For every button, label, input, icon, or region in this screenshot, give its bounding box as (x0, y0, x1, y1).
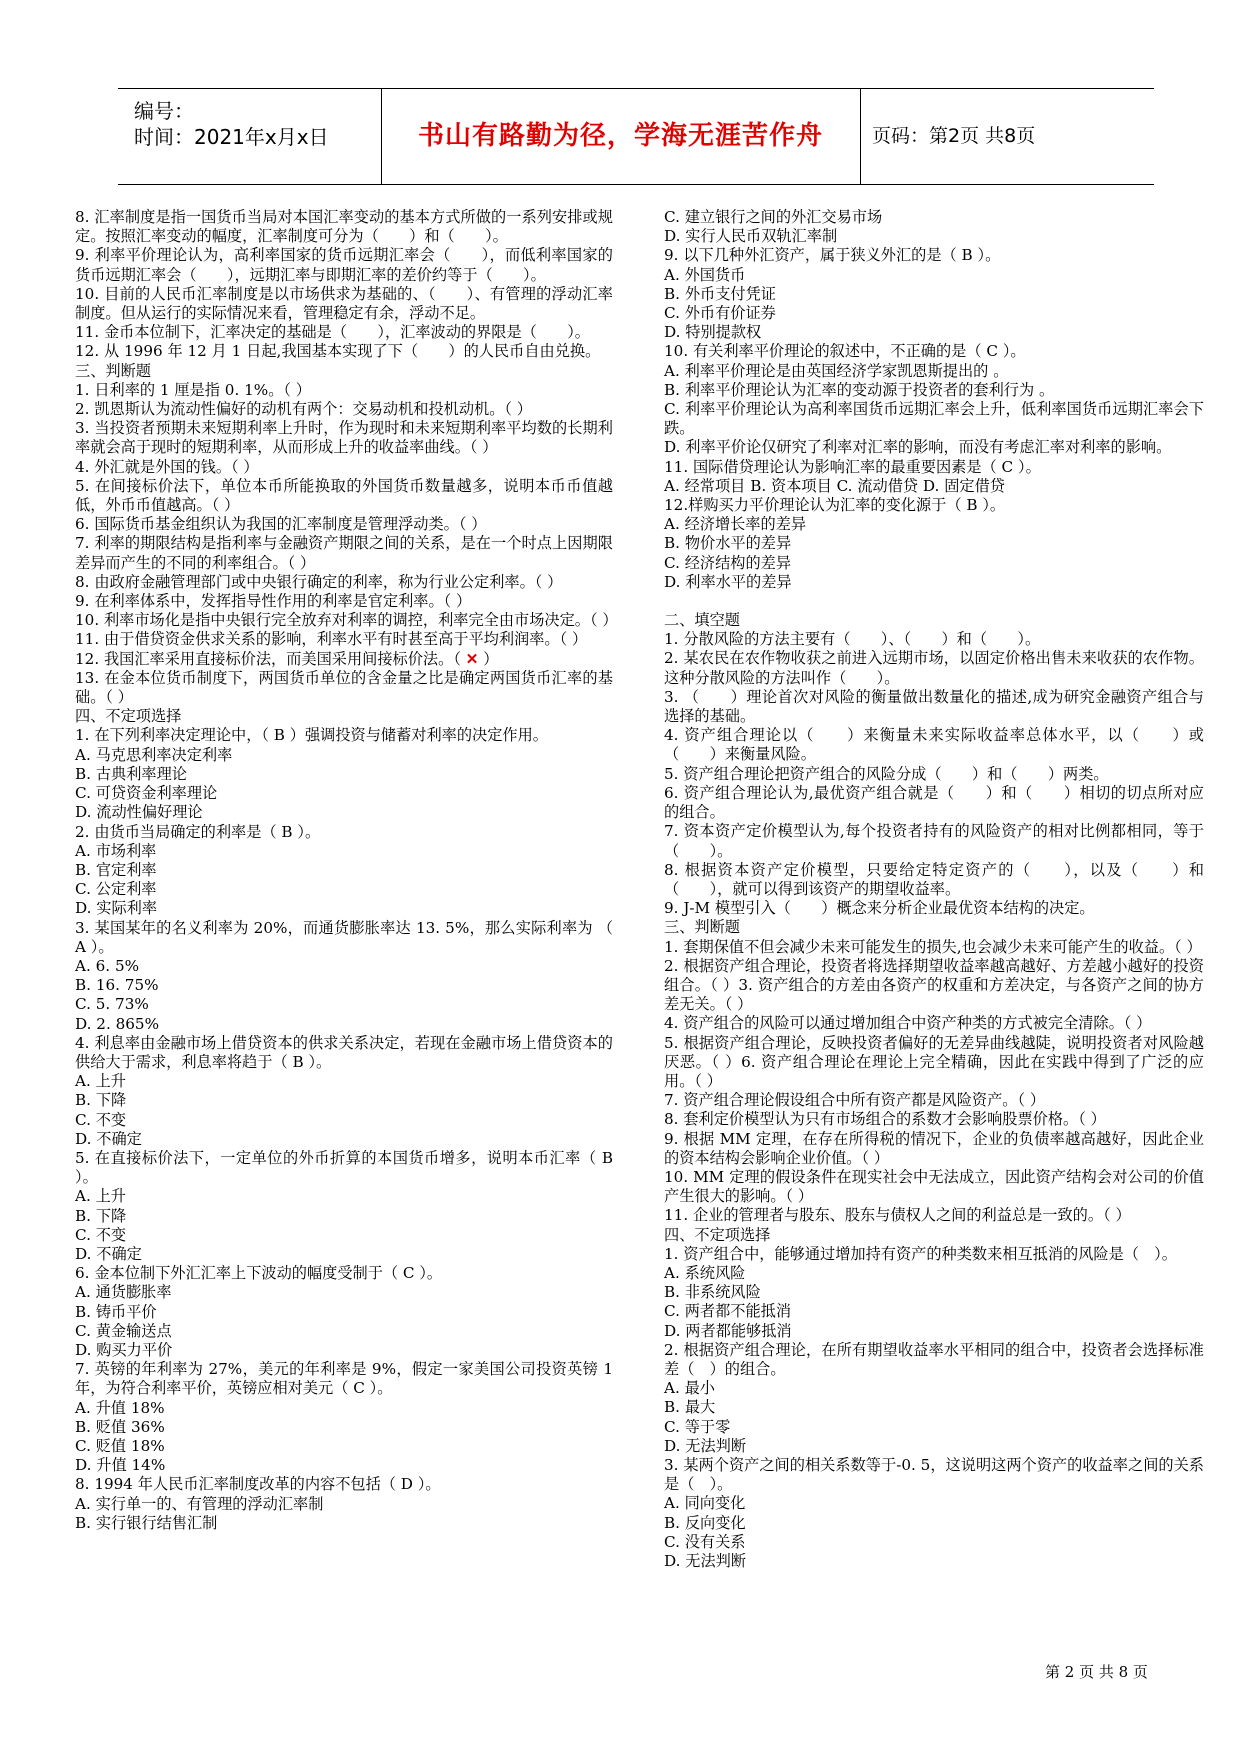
paragraph: C. 没有关系 (664, 1532, 746, 1551)
paragraph: 四、不定项选择 (664, 1225, 771, 1244)
paragraph: D. 不确定 (75, 1129, 142, 1148)
paragraph: A. 系统风险 (664, 1263, 746, 1282)
paragraph: B. 16. 75% (75, 976, 159, 995)
paragraph: A. 市场利率 (75, 841, 157, 860)
paragraph: 4. 资产组合理论以（ ）来衡量未来实际收益率总体水平，以（ ）或（ ）来衡量风险。 (664, 726, 1204, 764)
paragraph: 7. 资产组合理论假设组合中所有资产都是风险资产。（ ） (664, 1091, 1046, 1110)
paragraph: D. 利率水平的差异 (664, 572, 792, 591)
paragraph: D. 无法判断 (664, 1436, 747, 1455)
paragraph: 5. 根据资产组合理论，反映投资者偏好的无差异曲线越陡，说明投资者对风险越厌恶。（ ）6. 资产组合理论在理论上完全精确，因此在实践中得到了广泛的应用。（ ） (664, 1033, 1204, 1090)
paragraph: 10. 有关利率平价理论的叙述中，不正确的是（ C ）。 (664, 342, 1026, 361)
paragraph: D. 购买力平价 (75, 1340, 173, 1359)
paragraph: C. 贬值 18% (75, 1437, 165, 1455)
paragraph: 9. 利率平价理论认为，高利率国家的货币远期汇率会（ ），而低利率国家的货币远期汇率会（ ），远期汇率与即期汇率的差价约等于（ ）。 (75, 246, 613, 284)
paragraph: 2. 根据资产组合理论，在所有期望收益率水平相同的组合中，投资者会选择标准差（ ）的组合。 (664, 1340, 1204, 1378)
paragraph: C. 不变 (75, 1110, 127, 1129)
paragraph: C. 5. 73% (75, 995, 149, 1014)
paragraph: B. 古典利率理论 (75, 764, 187, 783)
paragraph: B. 下降 (75, 1091, 127, 1110)
paragraph: A. 上升 (75, 1072, 126, 1091)
paragraph: 6. 金本位制下外汇汇率上下波动的幅度受制于（ C ）。 (75, 1264, 443, 1283)
paragraph: 9. 根据 MM 定理，在存在所得税的情况下，企业的负债率越高越好，因此企业的资本结构会影响企业价值。（ ） (664, 1129, 1204, 1167)
paragraph: 12.样购买力平价理论认为汇率的变化源于（ B ）。 (664, 496, 1006, 515)
paragraph: 11. 企业的管理者与股东、股东与债权人之间的利益总是一致的。（ ） (664, 1206, 1131, 1225)
paragraph: 6. 资产组合理论认为,最优资产组合就是（ ）和（ ）相切的切点所对应的组合。 (664, 783, 1204, 822)
paragraph: 7. 资本资产定价模型认为,每个投资者持有的风险资产的相对比例都相同，等于（ ）。 (664, 822, 1204, 860)
paragraph: 5. 在直接标价法下，一定单位的外币折算的本国货币增多，说明本币汇率（ B ）。 (75, 1148, 613, 1187)
paragraph: 2. 凯恩斯认为流动性偏好的动机有两个：交易动机和投机动机。（ ） (75, 400, 532, 419)
paragraph: D. 流动性偏好理论 (75, 803, 203, 822)
paragraph: A. 上升 (75, 1187, 126, 1206)
paragraph: B. 铸币平价 (75, 1302, 157, 1321)
paragraph: 8. 汇率制度是指一国货币当局对本国汇率变动的基本方式所做的一系列安排或规定。按照汇率变动的幅度，汇率制度可分为（ ）和（ ）。 (75, 208, 613, 246)
paragraph: C. 公定利率 (75, 880, 157, 899)
paragraph: C. 不变 (75, 1225, 127, 1244)
paragraph: 8. 由政府金融管理部门或中央银行确定的利率，称为行业公定利率。（ ） (75, 572, 563, 591)
paragraph: B. 贬值 36% (75, 1417, 165, 1436)
paragraph: C. 黄金输送点 (75, 1321, 172, 1340)
paragraph: D. 无法判断 (664, 1552, 747, 1571)
page-header (118, 88, 1154, 185)
page-footer: 第 2 页 共 8 页 (1045, 1663, 1148, 1681)
paragraph: 三、判断题 (664, 918, 740, 937)
paragraph: B. 物价水平的差异 (664, 534, 792, 553)
paragraph: A. 升值 18% (75, 1398, 165, 1417)
paragraph: C. 外币有价证券 (664, 304, 776, 323)
paragraph: C. 建立银行之间的外汇交易市场 (664, 208, 883, 226)
paragraph: B. 最大 (664, 1398, 716, 1417)
paragraph: D. 升值 14% (75, 1456, 166, 1475)
paragraph: 12. 从 1996 年 12 月 1 日起,我国基本实现了下（ ）的人民币自由兑换。 (75, 342, 601, 361)
paragraph (664, 592, 1204, 611)
time-label: 时间：2021年x月x日 (134, 125, 329, 149)
paragraph: A. 经常项目 B. 资本项目 C. 流动借贷 D. 固定借贷 (664, 476, 1005, 495)
paragraph: D. 实际利率 (75, 899, 158, 918)
paragraph: B. 实行银行结售汇制 (75, 1513, 218, 1532)
paragraph: 1. 日利率的 1 厘是指 0. 1%。（ ） (75, 380, 311, 399)
paragraph: 3. 当投资者预期未来短期利率上升时，作为现时和未来短期利率平均数的长期利率就会高于现时的短期利率，从而形成上升的收益率曲线。（ ） (75, 419, 613, 457)
header-left-cell (118, 89, 382, 184)
paragraph: 4. 利息率由金融市场上借贷资本的供求关系决定，若现在金融市场上借贷资本的供给大于需求，利息率将趋于（ B ）。 (75, 1033, 613, 1071)
paragraph: 1. 资产组合中，能够通过增加持有资产的种类数来相互抵消的风险是（ ）。 (664, 1244, 1177, 1263)
paragraph: 7. 利率的期限结构是指利率与金融资产期限之间的关系，是在一个时点上因期限差异而产生的不同的利率组合。（ ） (75, 534, 613, 572)
paragraph: D. 特别提款权 (664, 323, 762, 342)
paragraph: 9. J-M 模型引入（ ）概念来分析企业最优资本结构的决定。 (664, 899, 1095, 918)
paragraph: A. 马克思利率决定利率 (75, 745, 233, 764)
paragraph: 4. 外汇就是外国的钱。（ ） (75, 457, 259, 476)
paragraph: A. 通货膨胀率 (75, 1283, 172, 1302)
answer-mark: ✕ (465, 649, 479, 668)
paragraph: 8. 根据资本资产定价模型，只要给定特定资产的（ ），以及（ ）和（ ），就可以得到该资产的期望收益率。 (664, 860, 1204, 898)
paragraph: C. 经济结构的差异 (664, 553, 792, 572)
page-info: 页码：第2页 共8页 (872, 125, 1036, 147)
paragraph: 5. 在间接标价法下，单位本币所能换取的外国货币数量越多，说明本币币值越低，外币币值越高。（ ） (75, 476, 613, 515)
paragraph: A. 外国货币 (664, 265, 746, 284)
paragraph: 二、填空题 (664, 611, 740, 630)
paragraph: A. 实行单一的、有管理的浮动汇率制 (75, 1494, 324, 1513)
paragraph: B. 利率平价理论认为汇率的变动源于投资者的套利行为 。 (664, 380, 1055, 399)
paragraph: 11. 金币本位制下，汇率决定的基础是（ ），汇率波动的界限是（ ）。 (75, 323, 590, 342)
paragraph: 8. 套利定价模型认为只有市场组合的系数才会影响股票价格。（ ） (664, 1110, 1106, 1129)
paragraph: 四、不定项选择 (75, 707, 182, 726)
motto-text: 书山有路勤为径，学海无涯苦作舟 (417, 121, 823, 151)
paragraph: 9. 在利率体系中，发挥指导性作用的利率是官定利率。（ ） (75, 592, 472, 611)
header-motto-cell (381, 89, 861, 184)
paragraph: D. 不确定 (75, 1244, 142, 1263)
paragraph: D. 2. 865% (75, 1014, 160, 1033)
paragraph: B. 官定利率 (75, 860, 157, 879)
paragraph: 2. 根据资产组合理论，投资者将选择期望收益率越高越好、方差越小越好的投资组合。（ ）3. 资产组合的方差由各资产的权重和方差决定，与各资产之间的协方差无关。（ ） (664, 956, 1204, 1014)
paragraph: 三、判断题 (75, 361, 151, 380)
paragraph: A. 最小 (664, 1379, 715, 1398)
paragraph: 6. 国际货币基金组织认为我国的汇率制度是管理浮动类。（ ） (75, 515, 487, 534)
paragraph: B. 下降 (75, 1206, 127, 1225)
paragraph: 9. 以下几种外汇资产，属于狭义外汇的是（ B ）。 (664, 246, 1001, 265)
paragraph: 7. 英镑的年利率为 27%，美元的年利率是 9%，假定一家美国公司投资英镑 1 年，为符合利率平价，英镑应相对美元（ C ）。 (75, 1360, 613, 1398)
paragraph: C. 等于零 (664, 1417, 731, 1436)
paragraph: D. 利率平价论仅研究了利率对汇率的影响，而没有考虑汇率对利率的影响。 (664, 438, 1172, 457)
paragraph: 4. 资产组合的风险可以通过增加组合中资产种类的方式被完全清除。（ ） (664, 1014, 1152, 1033)
paragraph: D. 实行人民币双轨汇率制 (664, 227, 838, 246)
paragraph: 1. 在下列利率决定理论中，（ B ）强调投资与储蓄对利率的决定作用。 (75, 726, 548, 745)
paragraph: 8. 1994 年人民币汇率制度改革的内容不包括（ D ）。 (75, 1475, 441, 1494)
paragraph: A. 利率平价理论是由英国经济学家凯恩斯提出的 。 (664, 361, 1009, 380)
left-column (75, 208, 618, 1533)
paragraph: 12. 我国汇率采用直接标价法，而美国采用间接标价法。（ ✕ ） (75, 649, 499, 668)
header-right-cell (860, 89, 1154, 184)
paragraph: 2. 由货币当局确定的利率是（ B ）。 (75, 822, 321, 841)
paragraph: B. 反向变化 (664, 1513, 746, 1532)
serial-label: 编号： (134, 99, 194, 123)
paragraph: B. 外币支付凭证 (664, 284, 776, 303)
paragraph: 11. 由于借贷资金供求关系的影响，利率水平有时甚至高于平均利润率。（ ） (75, 630, 588, 649)
paragraph: 2. 某农民在农作物收获之前进入远期市场，以固定价格出售未来收获的农作物。这种分散风险的方法叫作（ ）。 (664, 649, 1204, 687)
paragraph: C. 可贷资金利率理论 (75, 784, 218, 803)
paragraph: 3. （ ）理论首次对风险的衡量做出数量化的描述,成为研究金融资产组合与选择的基础。 (664, 687, 1204, 726)
paragraph: C. 两者都不能抵消 (664, 1302, 792, 1321)
paragraph: A. 同向变化 (664, 1494, 746, 1513)
paragraph: C. 利率平价理论认为高利率国货币远期汇率会上升，低利率国货币远期汇率会下跌。 (664, 400, 1204, 438)
right-column (664, 208, 1204, 1571)
paragraph: 10. 目前的人民币汇率制度是以市场供求为基础的、（ ）、有管理的浮动汇率制度。但从运行的实际情况来看，管理稳定有余，浮动不足。 (75, 284, 613, 323)
paragraph: 3. 某两个资产之间的相关系数等于-0. 5，这说明这两个资产的收益率之间的关系是（ ）。 (664, 1456, 1204, 1494)
paragraph: 10. MM 定理的假设条件在现实社会中无法成立，因此资产结构会对公司的价值产生很大的影响。（ ） (664, 1167, 1204, 1206)
paragraph: 3. 某国某年的名义利率为 20%，而通货膨胀率达 13. 5%，那么实际利率为 （ A ）。 (75, 918, 613, 956)
paragraph: 13. 在金本位货币制度下，两国货币单位的含金量之比是确定两国货币汇率的基础。（ ） (75, 668, 613, 707)
paragraph: 1. 套期保值不但会减少未来可能发生的损失,也会减少未来可能产生的收益。（ ） (664, 937, 1202, 956)
paragraph: 10. 利率市场化是指中央银行完全放弃对利率的调控，利率完全由市场决定。（ ） (75, 611, 618, 630)
paragraph: 1. 分散风险的方法主要有（ ）、（ ）和（ ）。 (664, 630, 1041, 649)
paragraph: B. 非系统风险 (664, 1283, 761, 1302)
paragraph: A. 6. 5% (75, 956, 140, 975)
paragraph: 5. 资产组合理论把资产组合的风险分成（ ）和（ ）两类。 (664, 764, 1109, 783)
paragraph: 11. 国际借贷理论认为影响汇率的最重要因素是（ C ）。 (664, 457, 1041, 476)
paragraph: A. 经济增长率的差异 (664, 515, 807, 534)
paragraph: D. 两者都能够抵消 (664, 1321, 792, 1340)
